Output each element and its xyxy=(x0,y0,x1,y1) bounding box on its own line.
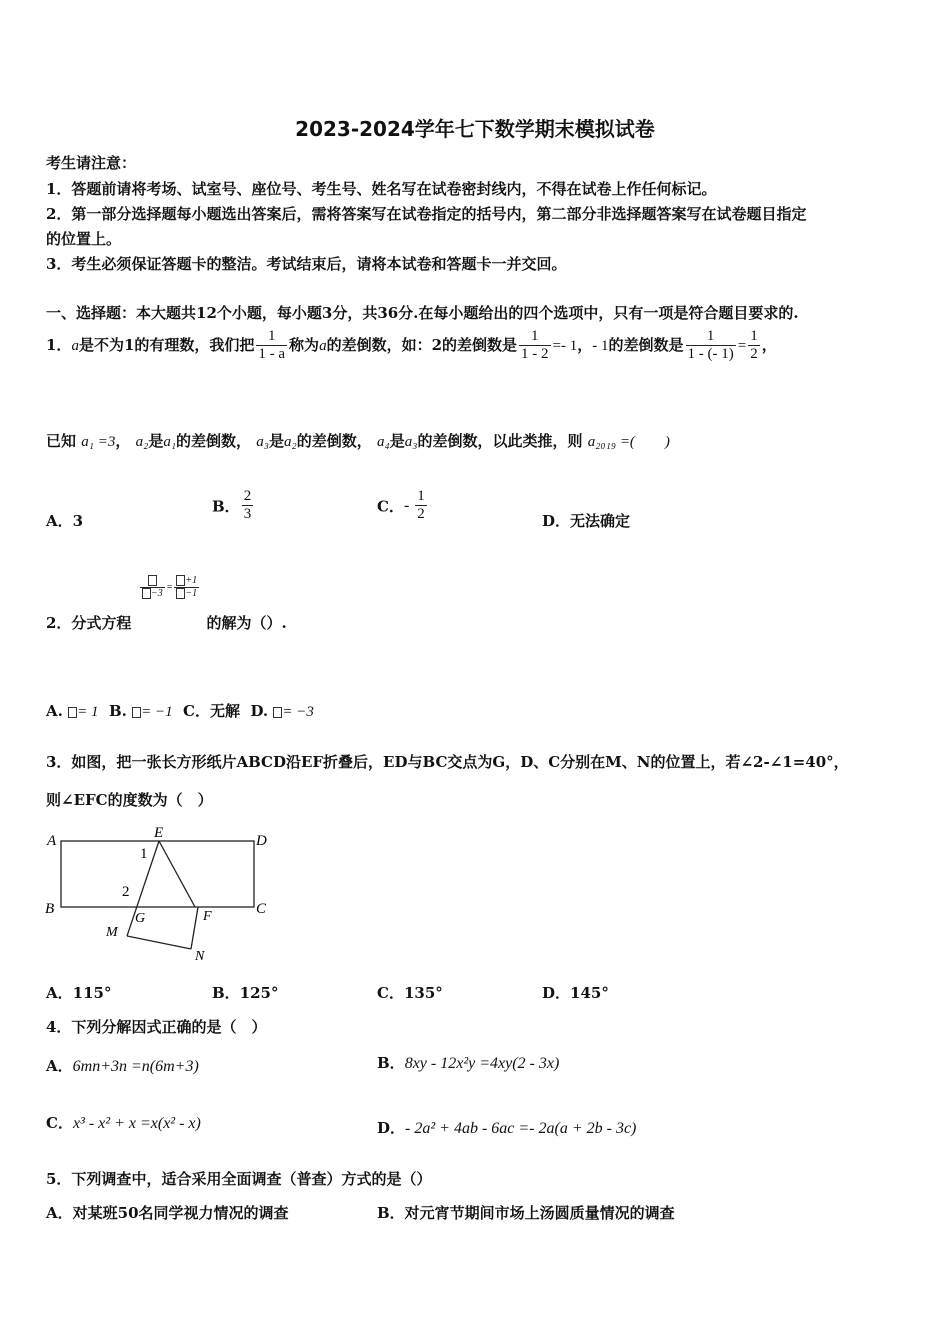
label-a: A xyxy=(47,833,57,849)
question-5-option-a[interactable]: A．对某班50名同学视力情况的调查 xyxy=(46,1204,289,1222)
fraction-1-over-1-minus-neg1: $\frac{1}{1 - (- 1)}$ xyxy=(687,328,734,363)
question-1-option-c[interactable]: C．- $\frac{1}{2}$ xyxy=(377,488,425,523)
question-2-option-c[interactable]: C．无解 xyxy=(183,702,240,720)
question-2-options xyxy=(46,700,314,721)
question-2-equation: −3 = $\frac{+1}{-1}$ xyxy=(138,575,201,599)
question-4-option-b[interactable]: B．8xy - 12x²y =4xy(2 - 3x) xyxy=(377,1054,560,1072)
notice-item-1: 1．答题前请将考场、试室号、座位号、考生号、姓名写在试卷密封线内，不得在试卷上作任何标记。 xyxy=(46,180,717,198)
label-angle-1: 1 xyxy=(140,846,148,862)
question-2-option-b[interactable]: B. = −1 xyxy=(108,702,173,720)
question-1-option-b[interactable]: B． $\frac{2}{3}$ xyxy=(212,488,252,523)
question-5-option-b[interactable]: B．对元宵节期间市场上汤圆质量情况的调查 xyxy=(377,1204,675,1222)
fraction-1-over-1-minus-a: $\frac{1}{1 - a}$ xyxy=(258,328,286,363)
notice-item-2-cont: 的位置上。 xyxy=(46,230,122,248)
fraction-two-thirds: $\frac{2}{3}$ xyxy=(243,488,252,523)
fraction-one-half: $\frac{1}{2}$ xyxy=(750,328,758,363)
exam-title: 2023-2024学年七下数学期末模拟试卷 xyxy=(295,117,655,141)
question-1-line-2: 已知 a₁ =3， a₂是a₁的差倒数， a₃是a₂的差倒数， a₄是a₃的差倒数，以此类推，则 a₂₀₁₉ =( ) xyxy=(46,432,670,450)
section-heading: 一、选择题：本大题共12个小题，每小题3分，共36分.在每小题给出的四个选项中，只有一项是符合题目要求的. xyxy=(46,304,799,322)
question-4-stem: 4．下列分解因式正确的是（ ） xyxy=(46,1018,267,1036)
label-c: C xyxy=(256,901,267,917)
label-n: N xyxy=(195,949,205,964)
question-4-option-c[interactable]: C．x³ - x² + x =x(x² - x) xyxy=(46,1114,201,1132)
question-3-option-c[interactable]: C．135° xyxy=(377,984,443,1002)
fraction-1-over-1-minus-2: $\frac{1}{1 - 2}$ xyxy=(521,328,549,363)
question-2-option-a[interactable]: A. = 1 xyxy=(46,702,99,720)
question-1-option-d[interactable]: D．无法确定 xyxy=(542,512,631,530)
label-d: D xyxy=(256,833,267,849)
notice-item-3: 3．考生必须保证答题卡的整洁。考试结束后，请将本试卷和答题卡一并交回。 xyxy=(46,255,567,273)
notice-heading: 考生请注意： xyxy=(46,154,137,172)
question-4-option-d[interactable]: D．- 2a² + 4ab - 6ac =- 2a(a + 2b - 3c) xyxy=(377,1119,637,1137)
rectangle-abcd xyxy=(61,841,254,907)
question-2-stem: 2．分式方程 的解为（）. xyxy=(46,614,287,632)
label-g: G xyxy=(135,911,146,926)
question-3-line-1: 3．如图，把一张长方形纸片ABCD沿EF折叠后，ED与BC交点为G，D、C分别在M、N的位置上，若∠2-∠1=40°， xyxy=(46,753,849,771)
fraction-one-half-c: $\frac{1}{2}$ xyxy=(417,488,425,523)
segment-nf xyxy=(191,907,198,949)
question-3-option-a[interactable]: A．115° xyxy=(46,984,112,1002)
label-b: B xyxy=(45,901,55,917)
question-2-option-d[interactable]: D. = −3 xyxy=(250,702,314,720)
segment-mn xyxy=(127,936,191,949)
notice-item-2: 2．第一部分选择题每小题选出答案后，需将答案写在试卷指定的括号内，第二部分非选择题答案写在试卷题目指定 xyxy=(46,205,807,223)
question-1-option-a[interactable]: A．3 xyxy=(46,512,84,530)
folded-rectangle-figure xyxy=(40,818,280,968)
label-m: M xyxy=(106,925,118,940)
fold-line-ef xyxy=(159,841,195,907)
label-angle-2: 2 xyxy=(122,884,130,900)
question-3-option-d[interactable]: D．145° xyxy=(542,984,609,1002)
question-3-line-2: 则∠EFC的度数为（ ） xyxy=(46,791,213,809)
question-5-stem: 5．下列调查中，适合采用全面调查（普查）方式的是（） xyxy=(46,1170,432,1188)
question-4-option-a[interactable]: A．6mn+3n =n(6m+3) xyxy=(46,1057,199,1075)
question-1-line-1: 1．a是不为1的有理数，我们把 $\frac{1}{1 - a}$ 称为a的差倒数，如：2的差倒数是 $\frac{1}{1 - 2}$ =- 1，- 1的差倒数是 $\frac{1}{1 - (- 1)}$ = $\frac{1}{2}$ ， xyxy=(46,328,777,363)
label-f: F xyxy=(203,909,212,924)
question-3-option-b[interactable]: B．125° xyxy=(212,984,279,1002)
label-e: E xyxy=(154,825,164,841)
